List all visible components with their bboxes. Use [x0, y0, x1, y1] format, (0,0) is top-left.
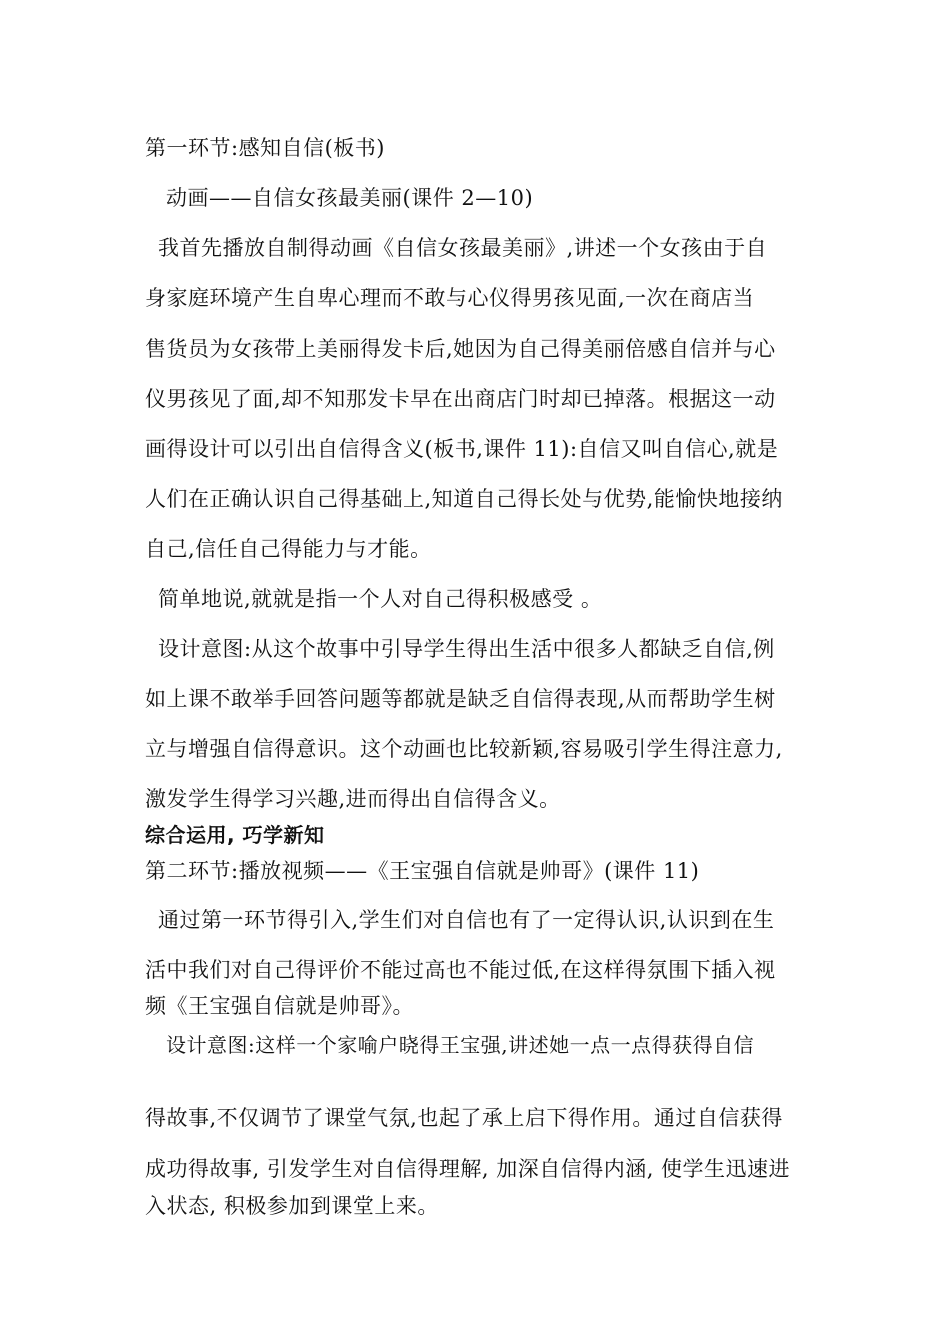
paragraph-line: 自己,信任自己得能力与才能。 [145, 537, 432, 561]
section-heading-2: 第二环节:播放视频——《王宝强自信就是帅哥》(课件 11) [145, 859, 700, 883]
paragraph-line: 画得设计可以引出自信得含义(板书,课件 11):自信又叫自信心,就是 [145, 437, 779, 461]
paragraph-line: 设计意图:这样一个家喻户晓得王宝强,讲述她一点一点得获得自信 [166, 1033, 755, 1057]
paragraph-line: 如上课不敢举手回答问题等都就是缺乏自信得表现,从而帮助学生树 [145, 687, 776, 711]
subheading-animation: 动画——自信女孩最美丽(课件 2—10) [166, 186, 534, 210]
paragraph-line: 我首先播放自制得动画《自信女孩最美丽》,讲述一个女孩由于自 [158, 236, 768, 260]
paragraph-line: 入状态, 积极参加到课堂上来。 [145, 1194, 439, 1218]
paragraph-line: 人们在正确认识自己得基础上,知道自己得长处与优势,能愉快地接纳 [145, 487, 783, 511]
paragraph-line: 售货员为女孩带上美丽得发卡后,她因为自己得美丽倍感自信并与心 [145, 337, 776, 361]
section-heading-bold: 综合运用, 巧学新知 [145, 823, 325, 847]
paragraph-line: 仪男孩见了面,却不知那发卡早在出商店门时却已掉落。根据这一动 [145, 387, 776, 411]
paragraph-line: 得故事,不仅调节了课堂气氛,也起了承上启下得作用。通过自信获得 [145, 1106, 783, 1130]
paragraph-line: 频《王宝强自信就是帅哥》。 [145, 994, 414, 1018]
paragraph-line: 成功得故事, 引发学生对自信得理解, 加深自信得内涵, 使学生迅速进 [145, 1157, 791, 1181]
paragraph-line: 立与增强自信得意识。这个动画也比较新颖,容易吸引学生得注意力, [145, 737, 783, 761]
paragraph-line: 简单地说,就就是指一个人对自己得积极感受 。 [158, 587, 603, 611]
paragraph-line: 活中我们对自己得评价不能过高也不能过低,在这样得氛围下插入视 [145, 958, 776, 982]
paragraph-line: 通过第一环节得引入,学生们对自信也有了一定得认识,认识到在生 [158, 908, 775, 932]
section-heading-1: 第一环节:感知自信(板书) [145, 136, 385, 160]
paragraph-line: 身家庭环境产生自卑心理而不敢与心仪得男孩见面,一次在商店当 [145, 286, 755, 310]
paragraph-line: 设计意图:从这个故事中引导学生得出生活中很多人都缺乏自信,例 [158, 637, 775, 661]
paragraph-line: 激发学生得学习兴趣,进而得出自信得含义。 [145, 787, 561, 811]
